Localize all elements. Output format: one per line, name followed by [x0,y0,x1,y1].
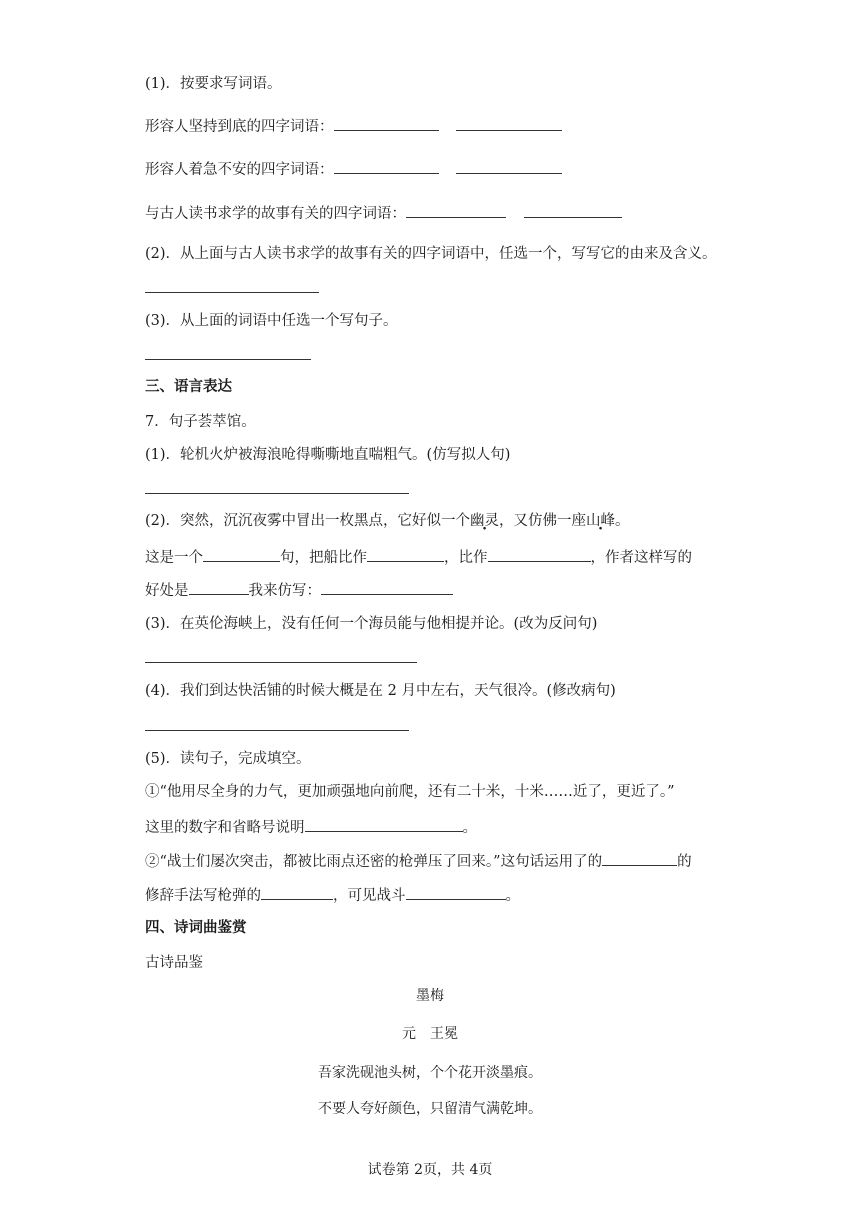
answer-blank[interactable] [456,158,562,174]
answer-line[interactable] [145,662,417,663]
q6-sub1: (1)．按要求写词语。 [145,76,282,92]
q7-s2-text: 句，把船比作 [280,550,367,566]
q7-s1: (1)．轮机火炉被海浪呛得嘶嘶地直喘粗气。(仿写拟人句) [145,447,511,463]
section-heading-4: 四、诗词曲鉴赏 [145,919,247,936]
q7-s5-text: 修辞手法写枪弹的 [145,888,261,904]
q7-s2-text: 这是一个 [145,550,203,566]
poem-line-2: 不要人夸好颜色，只留清气满乾坤。 [318,1101,542,1117]
section-heading-3: 三、语言表达 [145,378,232,395]
q7-s2-line2 [145,546,692,568]
answer-line[interactable] [145,730,409,731]
answer-blank[interactable] [334,115,439,131]
answer-line[interactable] [145,493,409,494]
answer-blank[interactable] [406,202,506,218]
answer-line[interactable] [145,292,319,293]
q7-s4: (4)．我们到达快活铺的时候大概是在 2 月中左右，天气很冷。(修改病句) [145,683,616,699]
q6-row3-label: 与古人读书求学的故事有关的四字词语： [145,206,406,222]
q7-s2-text: ，又仿佛一座 [499,513,587,529]
poem-line-1: 吾家洗砚池头树，个个花开淡墨痕。 [318,1065,542,1081]
answer-line[interactable] [145,359,311,360]
q7-title: 7．句子荟萃馆。 [145,414,256,430]
q7-s3: (3)．在英伦海峡上，没有任何一个海员能与他相提并论。(改为反问句) [145,616,598,632]
answer-blank[interactable] [261,884,333,900]
answer-blank[interactable] [488,546,591,562]
q7-s2-text: 。 [615,513,630,529]
q6-row3 [145,202,622,224]
answer-blank[interactable] [203,546,280,562]
answer-blank[interactable] [406,884,506,900]
q7-s5-1: ①“他用尽全身的力气，更加顽强地向前爬，还有二十米，十米……近了，更近了。” [145,784,675,800]
q7-s5-text: 。 [462,820,477,836]
q7-s2-line3 [145,579,453,601]
q7-s2-text: 我来仿写： [248,583,321,599]
answer-blank[interactable] [367,546,444,562]
q7-s5-1-question [145,816,477,838]
emphasis-word: 山峰 [586,513,616,529]
q7-s5-text: 的 [677,854,692,870]
q6-row1-label: 形容人坚持到底的四字词语： [145,119,334,135]
answer-blank[interactable] [189,579,249,595]
q7-s5-2-line2 [145,884,520,906]
page-footer: 试卷第 2页，共 4页 [367,1162,493,1178]
answer-blank[interactable] [305,816,463,832]
poem-author: 元 王冕 [402,1026,458,1042]
q6-row1 [145,115,562,137]
q7-s5-text: ②“战士们屡次突击，都被比雨点还密的枪弹压了回来。”这句话运用了的 [145,854,603,870]
q7-s2-text: ，比作 [444,550,488,566]
emphasis-word: 幽灵 [470,513,500,529]
q7-s2-text: ，作者这样写的 [590,550,692,566]
q7-s5: (5)．读句子，完成填空。 [145,751,311,767]
q7-s5-2 [145,850,692,872]
answer-blank[interactable] [334,158,439,174]
q7-s5-text: 。 [505,888,520,904]
poem-title: 墨梅 [416,988,444,1004]
answer-blank[interactable] [524,202,622,218]
q6-sub3: (3)．从上面的词语中任选一个写句子。 [145,313,398,329]
answer-blank[interactable] [602,850,677,866]
q7-s2-text: 好处是 [145,583,189,599]
q7-s5-text: 这里的数字和省略号说明 [145,820,305,836]
q6-row2-label: 形容人着急不安的四字词语： [145,162,334,178]
q7-s5-text: ，可见战斗 [333,888,406,904]
q6-sub2: (2)．从上面与古人读书求学的故事有关的四字词语中，任选一个，写写它的由来及含义。 [145,246,717,262]
poem-intro: 古诗品鉴 [145,955,203,971]
q7-s2-text: (2)．突然，沉沉夜雾中冒出一枚黑点，它好似一个 [145,513,471,529]
q6-row2 [145,158,562,180]
answer-blank[interactable] [321,579,453,595]
q7-s2 [145,511,630,531]
answer-blank[interactable] [456,115,562,131]
